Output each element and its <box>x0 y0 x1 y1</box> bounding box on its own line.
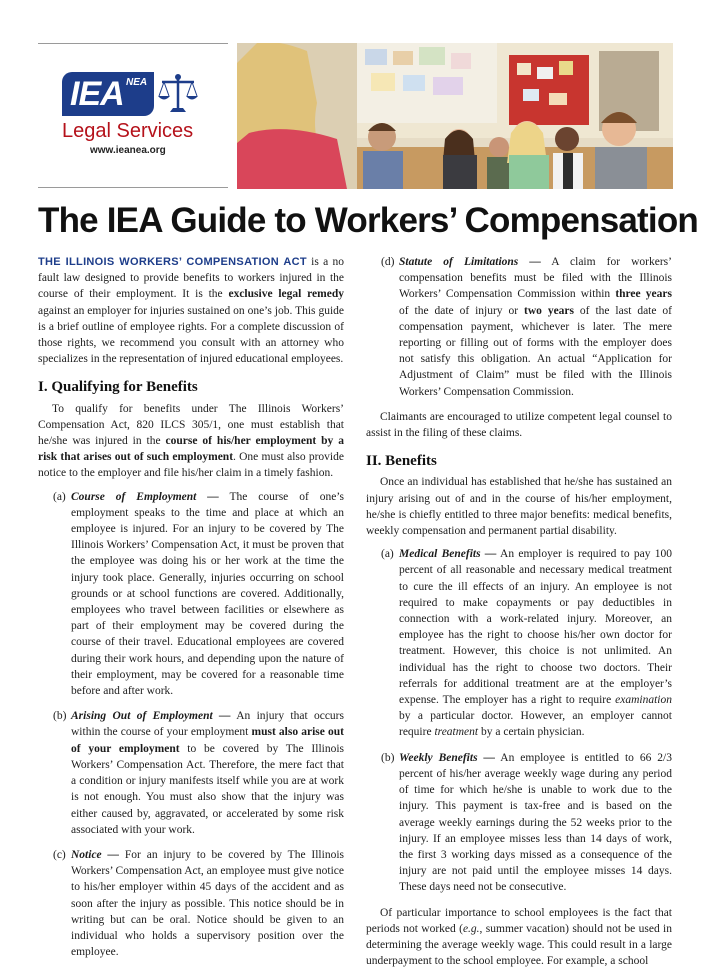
right-column <box>366 254 672 976</box>
claimants-paragraph: Claimants are encouraged to utilize competent legal counsel to assist in the filing of these claims. <box>366 410 672 440</box>
list-item-arising-out <box>38 708 344 838</box>
list-item-statute-of-limitations <box>366 254 672 400</box>
item-heading: Medical Benefits — <box>399 548 497 561</box>
school-text-1: Of particular importance to school employees is the fact that periods not worked ( <box>366 906 672 935</box>
left-column <box>38 254 344 969</box>
item-heading: Notice — <box>71 848 120 861</box>
school-employees-paragraph <box>366 905 672 970</box>
item-text-2: of the date of injury or <box>399 304 524 317</box>
logo-iea-text: IEA <box>70 75 124 113</box>
benefits-paragraph: Once an individual has established that he/she has sustained an injury arising out of and in the course of his/her employment, he/she is chiefly entitled to three major benefits: medical benefits, weekly compensation and permanent partial disability. <box>366 476 672 538</box>
logo-url: www.ieanea.org <box>90 145 166 156</box>
item-heading: Weekly Benefits — <box>399 751 495 764</box>
item-italic-2: treatment <box>434 726 479 739</box>
qualifying-emphasis: course of his/her employment by a risk that arises out of such employment <box>38 435 344 464</box>
item-text-1: An employer is required to pay 100 percent of all reasonable and necessary medical treatment to cure the ill effects of an injury. An employee is not required to make copayments or pay deductibles in connection with a work-related injury. Moreover, an employee has the right to choose his/her own doctor for treatment. However, this choice is not unlimited. An individual has the right to choose two doctors. Their referrals for additional treatment are at the employer’s expense. The employer has a right to require <box>399 548 672 707</box>
item-heading: Arising Out of Employment — <box>71 710 231 723</box>
item-marker: (b) <box>381 751 395 764</box>
item-marker: (b) <box>53 710 67 723</box>
list-item-notice <box>38 847 344 960</box>
school-text-2: , summer vacation) should not be used in determining the average weekly wage. This could result in a large underpayment to the school employee. For example, a school <box>366 922 672 968</box>
item-text-3: of the last date of compensation payment, whichever is later. The mere reporting or filling out of forms with the employer does not satisfy this obligation. An actual “Application for Adjustment of Claim” must be filed with the Illinois Workers’ Compensation Commission. <box>399 304 672 398</box>
intro-paragraph <box>38 254 344 367</box>
item-marker: (d) <box>381 256 395 268</box>
item-marker: (a) <box>53 490 66 503</box>
intro-lead: THE ILLINOIS WORKERS’ COMPENSATION ACT <box>38 256 307 268</box>
item-text-1: An injury that occurs within the course of your employment <box>71 710 344 739</box>
list-item-weekly-benefits <box>366 750 672 896</box>
item-marker: (c) <box>53 848 66 861</box>
item-emphasis: must also arise out of your employment <box>71 726 344 755</box>
section-heading-qualifying: I. Qualifying for Benefits <box>38 379 198 396</box>
item-heading: Course of Employment — <box>71 490 219 503</box>
item-text: For an injury to be covered by The Illinois Workers’ Compensation Act, an employee must give notice to his/her employer within 45 days of the accident and as soon after the injury as possible. This notice should be in writing but can be oral. Notice should be given to an individual who holds a supervisory position over the employee. <box>71 848 344 959</box>
classroom-photo <box>237 43 673 189</box>
intro-text-2: against an employer for injuries sustained on one’s job. This guide is a brief outline of employee rights. For a complete discussion of those rights, we recommend you consult with an attorney who specializes in the representation of injured educational employees. <box>38 304 344 366</box>
list-item-course-of-employment <box>38 489 344 700</box>
item-heading: Statute of Limitations — <box>399 256 541 268</box>
header-rule-bottom <box>38 187 228 188</box>
logo-badge <box>62 72 154 116</box>
logo-nea-text: NEA <box>126 77 148 88</box>
item-text: An employee is entitled to 66 2/3 percent of his/her average weekly wage during any period of time for which he/she is unable to work due to the injury. This payment is tax-free and is based on the average weekly earnings during the 52 weeks prior to the injury. If an employee misses less than 14 days of work, the first 3 working days missed as a consequence of the injury are not paid until the employee misses 14 days. These days need not be consecutive. <box>399 751 672 894</box>
page-title: The IEA Guide to Workers’ Compensation <box>38 201 698 240</box>
intro-emphasis: exclusive legal remedy <box>228 288 344 301</box>
header-rule-top <box>38 43 228 44</box>
item-text-2: by a particular doctor. However, an employer cannot require <box>399 710 672 739</box>
item-text-3: by a certain physician. <box>478 726 585 739</box>
logo-legal-services-text: Legal Services <box>62 120 194 142</box>
qualifying-text-1: To qualify for benefits under The Illinois Workers’ Compensation Act, 820 ILCS 305/1, one must establish that he/she was injured in the <box>38 402 344 448</box>
qualifying-paragraph <box>38 401 344 482</box>
item-text-2: to be covered by The Illinois Workers’ Compensation Act. Therefore, the mere fact that a condition or injury manifests itself while you are at work is not enough. You must also show that the injury was either caused by, aggravated, or accelerated by some risk associated with your work. <box>71 742 344 836</box>
school-italic: e.g. <box>462 922 480 935</box>
item-emphasis-2: two years <box>524 304 574 317</box>
item-text-1: A claim for workers’ compensation benefits must be filed with the Illinois Workers’ Compensation Commission within <box>399 256 672 301</box>
list-item-medical-benefits <box>366 546 672 740</box>
item-text: The course of one’s employment speaks to the time and place at which an employee is injured. For an injury to be covered by The Illinois Workers’ Compensation Act, it must be proven that the employee was doing his or her work at the time the injury took place. Generally, injuries occurring on school grounds or at school functions are covered. Additionally, employees who travel between facilities or elsewhere as part of their employment may be covered during the course of their travel. Educational employees are covered during their work hours, and depending upon the nature of their employment, may be covered for a reasonable time before and after work. <box>71 490 344 698</box>
item-emphasis-1: three years <box>615 288 672 301</box>
scales-of-justice-icon <box>156 72 200 116</box>
intro-text-1: is a no fault law designed to provide benefits to workers injured in the course of their employment. It is the <box>38 256 344 301</box>
item-italic-1: examination <box>615 694 672 707</box>
qualifying-text-2: . One must also provide notice to the employer and file his/her claim in a timely fashion. <box>38 451 344 480</box>
item-marker: (a) <box>381 548 394 561</box>
section-heading-benefits: II. Benefits <box>366 453 437 470</box>
iea-legal-services-logo <box>62 72 212 160</box>
